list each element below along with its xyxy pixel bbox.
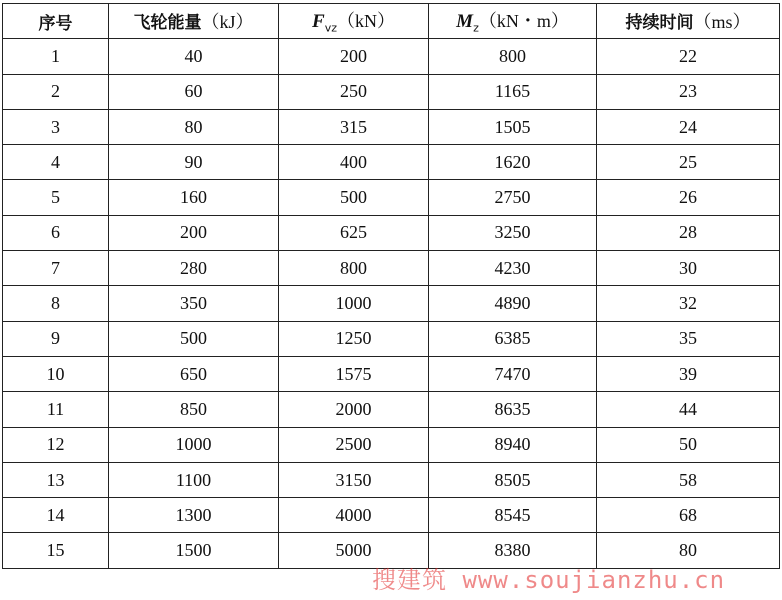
cell-energy: 90 bbox=[109, 145, 279, 180]
header-moment: $M_z(kN$・m） bbox=[429, 4, 597, 39]
cell-moment: 8380 bbox=[429, 533, 597, 568]
cell-moment: 1620 bbox=[429, 145, 597, 180]
cell-force: 1575 bbox=[279, 356, 429, 391]
cell-moment: 3250 bbox=[429, 215, 597, 250]
table-row bbox=[3, 109, 780, 144]
cell-energy: 1300 bbox=[109, 498, 279, 533]
cell-moment: 8940 bbox=[429, 427, 597, 462]
cell-duration: 32 bbox=[597, 286, 780, 321]
header-flywheel-energy: 飞轮能量（kJ） bbox=[109, 4, 279, 39]
cell-duration: 25 bbox=[597, 145, 780, 180]
cell-duration: 50 bbox=[597, 427, 780, 462]
cell-force: 2500 bbox=[279, 427, 429, 462]
cell-index: 11 bbox=[3, 392, 109, 427]
cell-moment: 1165 bbox=[429, 74, 597, 109]
cell-force: 200 bbox=[279, 39, 429, 74]
cell-index: 7 bbox=[3, 251, 109, 286]
table-row bbox=[3, 392, 780, 427]
cell-index: 13 bbox=[3, 462, 109, 497]
cell-duration: 30 bbox=[597, 251, 780, 286]
table-body bbox=[3, 39, 780, 568]
cell-force: 3150 bbox=[279, 462, 429, 497]
cell-energy: 80 bbox=[109, 109, 279, 144]
cell-force: 4000 bbox=[279, 498, 429, 533]
cell-moment: 8545 bbox=[429, 498, 597, 533]
cell-moment: 8505 bbox=[429, 462, 597, 497]
cell-force: 2000 bbox=[279, 392, 429, 427]
cell-force: 1250 bbox=[279, 321, 429, 356]
table-row bbox=[3, 533, 780, 568]
table-row bbox=[3, 427, 780, 462]
cell-energy: 280 bbox=[109, 251, 279, 286]
cell-energy: 650 bbox=[109, 356, 279, 391]
cell-force: 250 bbox=[279, 74, 429, 109]
cell-moment: 7470 bbox=[429, 356, 597, 391]
cell-index: 8 bbox=[3, 286, 109, 321]
cell-moment: 4230 bbox=[429, 251, 597, 286]
table-row bbox=[3, 180, 780, 215]
cell-moment: 8635 bbox=[429, 392, 597, 427]
cell-index: 4 bbox=[3, 145, 109, 180]
cell-force: 1000 bbox=[279, 286, 429, 321]
cell-energy: 60 bbox=[109, 74, 279, 109]
data-table bbox=[2, 3, 780, 569]
cell-energy: 200 bbox=[109, 215, 279, 250]
cell-index: 12 bbox=[3, 427, 109, 462]
cell-index: 5 bbox=[3, 180, 109, 215]
table-row bbox=[3, 39, 780, 74]
table-row bbox=[3, 356, 780, 391]
cell-index: 14 bbox=[3, 498, 109, 533]
cell-duration: 58 bbox=[597, 462, 780, 497]
cell-energy: 160 bbox=[109, 180, 279, 215]
table-row bbox=[3, 251, 780, 286]
header-duration: 持续时间（ms） bbox=[597, 4, 780, 39]
cell-duration: 26 bbox=[597, 180, 780, 215]
cell-energy: 1500 bbox=[109, 533, 279, 568]
cell-moment: 1505 bbox=[429, 109, 597, 144]
table-row bbox=[3, 215, 780, 250]
cell-duration: 44 bbox=[597, 392, 780, 427]
cell-energy: 1000 bbox=[109, 427, 279, 462]
header-row bbox=[3, 4, 780, 39]
cell-energy: 350 bbox=[109, 286, 279, 321]
cell-duration: 68 bbox=[597, 498, 780, 533]
cell-moment: 4890 bbox=[429, 286, 597, 321]
table-row bbox=[3, 321, 780, 356]
header-force: $F_{vz}(kN)$ bbox=[279, 4, 429, 39]
cell-moment: 800 bbox=[429, 39, 597, 74]
cell-duration: 80 bbox=[597, 533, 780, 568]
cell-moment: 2750 bbox=[429, 180, 597, 215]
cell-duration: 23 bbox=[597, 74, 780, 109]
cell-energy: 850 bbox=[109, 392, 279, 427]
table-row bbox=[3, 74, 780, 109]
table-row bbox=[3, 286, 780, 321]
watermark: 搜建筑 www.soujianzhu.cn bbox=[372, 566, 726, 594]
cell-duration: 28 bbox=[597, 215, 780, 250]
cell-index: 2 bbox=[3, 74, 109, 109]
header-index: 序号 bbox=[3, 4, 109, 39]
cell-duration: 22 bbox=[597, 39, 780, 74]
cell-index: 10 bbox=[3, 356, 109, 391]
cell-index: 3 bbox=[3, 109, 109, 144]
cell-force: 315 bbox=[279, 109, 429, 144]
cell-energy: 1100 bbox=[109, 462, 279, 497]
cell-index: 1 bbox=[3, 39, 109, 74]
cell-force: 400 bbox=[279, 145, 429, 180]
cell-force: 625 bbox=[279, 215, 429, 250]
cell-force: 5000 bbox=[279, 533, 429, 568]
cell-force: 800 bbox=[279, 251, 429, 286]
cell-duration: 39 bbox=[597, 356, 780, 391]
cell-index: 9 bbox=[3, 321, 109, 356]
table-row bbox=[3, 462, 780, 497]
cell-duration: 24 bbox=[597, 109, 780, 144]
cell-index: 6 bbox=[3, 215, 109, 250]
cell-force: 500 bbox=[279, 180, 429, 215]
cell-duration: 35 bbox=[597, 321, 780, 356]
cell-energy: 40 bbox=[109, 39, 279, 74]
cell-energy: 500 bbox=[109, 321, 279, 356]
table-row bbox=[3, 498, 780, 533]
cell-moment: 6385 bbox=[429, 321, 597, 356]
cell-index: 15 bbox=[3, 533, 109, 568]
table-row bbox=[3, 145, 780, 180]
